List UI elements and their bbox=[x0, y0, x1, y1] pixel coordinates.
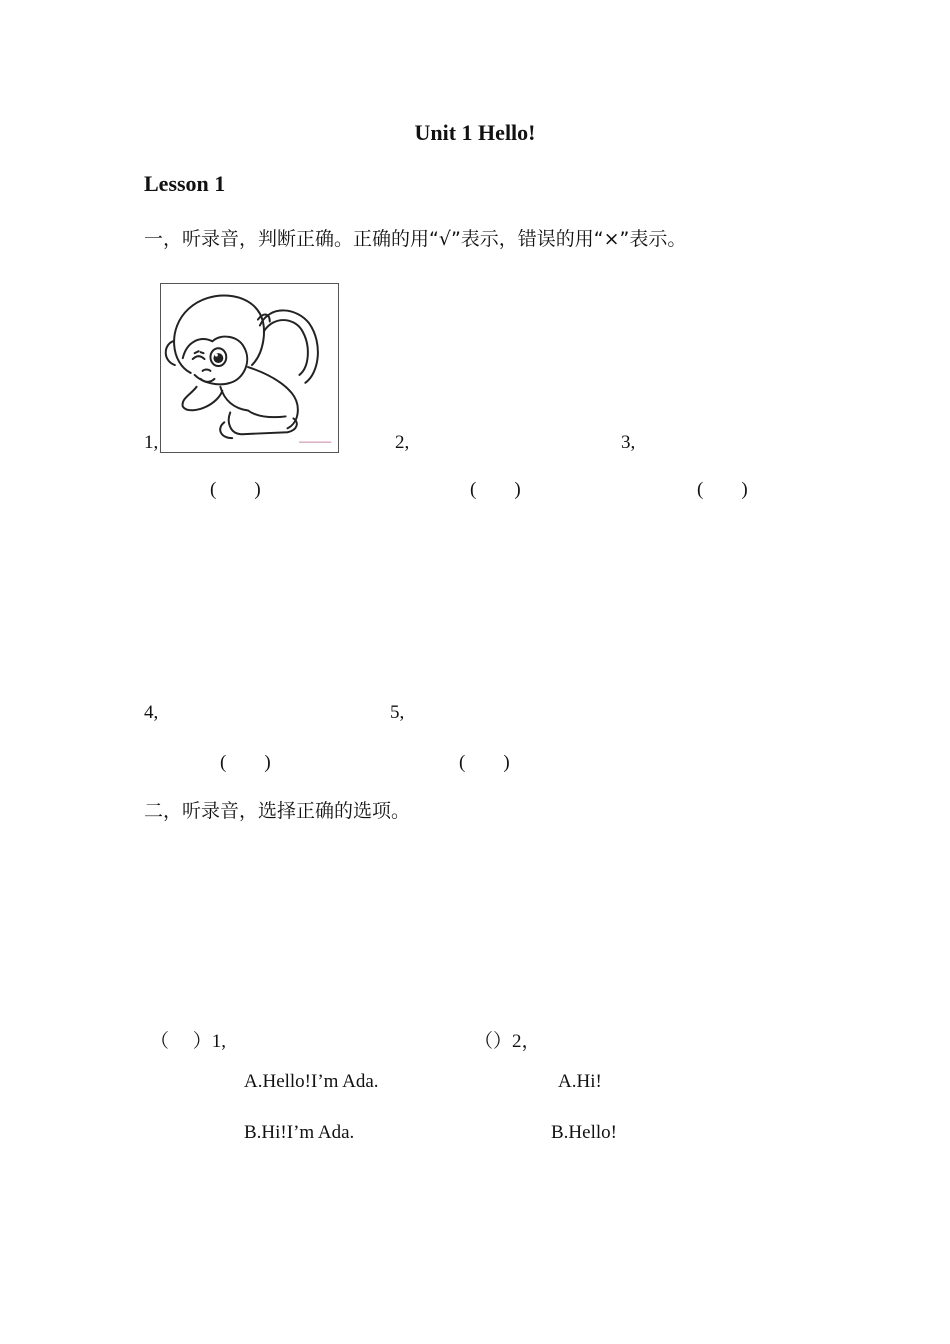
question-2-label[interactable]: （）2， bbox=[474, 1031, 541, 1052]
item-3-answer-blank[interactable]: ( ) bbox=[697, 479, 748, 500]
question-1-option-b: B.Hi!I’m Ada. bbox=[244, 1122, 355, 1143]
item-5-answer-blank[interactable]: ( ) bbox=[459, 752, 510, 773]
section1-instruction: 一，听录音，判断正确。正确的用“√”表示，错误的用“×”表示。 bbox=[144, 228, 687, 250]
item-2-number: 2, bbox=[395, 432, 410, 453]
lesson-heading: Lesson 1 bbox=[144, 171, 226, 196]
item-4-answer-blank[interactable]: ( ) bbox=[220, 752, 271, 773]
page-title: Unit 1 Hello! bbox=[414, 120, 536, 145]
cartoon-monkey-icon bbox=[160, 283, 339, 453]
question-2-option-a: A.Hi! bbox=[558, 1071, 602, 1092]
question-1-label[interactable]: （ ）1, bbox=[150, 1031, 227, 1052]
question-2-option-b: B.Hello! bbox=[551, 1122, 617, 1143]
item-5-number: 5, bbox=[390, 702, 405, 723]
item-2-answer-blank[interactable]: ( ) bbox=[470, 479, 521, 500]
item-3-number: 3, bbox=[621, 432, 636, 453]
item-1-answer-blank[interactable]: ( ) bbox=[210, 479, 261, 500]
question-1-option-a: A.Hello!I’m Ada. bbox=[244, 1071, 379, 1092]
item-4-number: 4, bbox=[144, 702, 159, 723]
section2-instruction: 二，听录音，选择正确的选项。 bbox=[144, 800, 411, 822]
item-1-number: 1, bbox=[144, 432, 159, 453]
